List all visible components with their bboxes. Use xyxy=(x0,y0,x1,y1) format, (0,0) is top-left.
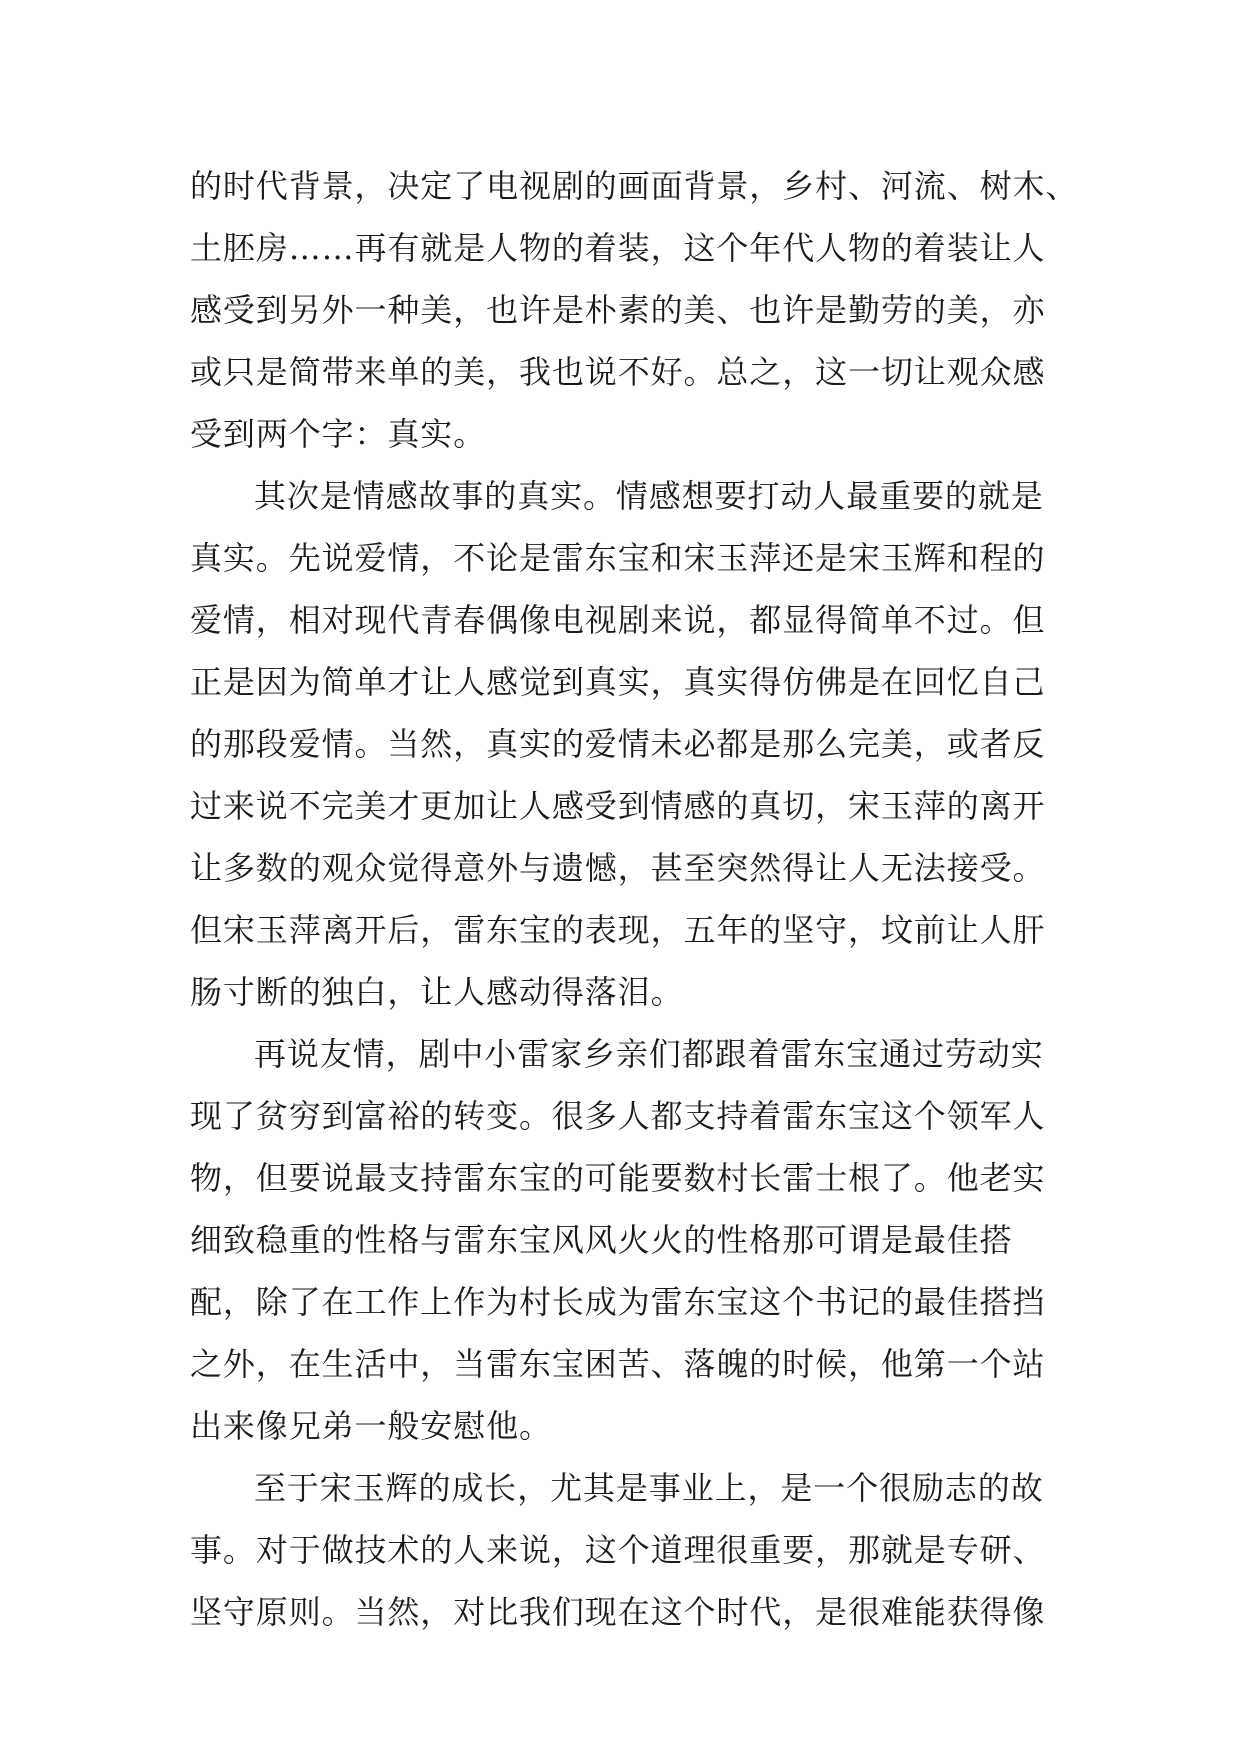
text-line: 物，但要说最支持雷东宝的可能要数村长雷士根了。他老实 xyxy=(190,1159,1046,1197)
text-line: 受到两个字：真实。 xyxy=(190,415,487,453)
text-line: 的那段爱情。当然，真实的爱情未必都是那么完美，或者反 xyxy=(190,725,1046,763)
text-line: 正是因为简单才让人感觉到真实，真实得仿佛是在回忆自己 xyxy=(190,663,1046,701)
text-line: 或只是简带来单的美，我也说不好。总之，这一切让观众感 xyxy=(190,353,1046,391)
paragraph-start-line: 其次是情感故事的真实。情感想要打动人最重要的就是 xyxy=(254,477,1044,515)
paragraph-start-line: 至于宋玉辉的成长，尤其是事业上，是一个很励志的故 xyxy=(254,1469,1044,1507)
text-line: 肠寸断的独白，让人感动得落泪。 xyxy=(190,973,684,1011)
text-line: 之外，在生活中，当雷东宝困苦、落魄的时候，他第一个站 xyxy=(190,1345,1046,1383)
text-line: 的时代背景，决定了电视剧的画面背景，乡村、河流、树木、 xyxy=(190,167,1079,205)
text-line: 配，除了在工作上作为村长成为雷东宝这个书记的最佳搭挡 xyxy=(190,1283,1046,1321)
text-line: 真实。先说爱情，不论是雷东宝和宋玉萍还是宋玉辉和程的 xyxy=(190,539,1046,577)
paragraph-start-line: 再说友情，剧中小雷家乡亲们都跟着雷东宝通过劳动实 xyxy=(254,1035,1044,1073)
text-line: 土胚房……再有就是人物的着装，这个年代人物的着装让人 xyxy=(190,229,1046,267)
text-line: 出来像兄弟一般安慰他。 xyxy=(190,1407,552,1445)
text-line: 爱情，相对现代青春偶像电视剧来说，都显得简单不过。但 xyxy=(190,601,1046,639)
text-line: 让多数的观众觉得意外与遗憾，甚至突然得让人无法接受。 xyxy=(190,849,1046,887)
body-text xyxy=(190,155,1079,1643)
text-line: 细致稳重的性格与雷东宝风风火火的性格那可谓是最佳搭 xyxy=(190,1221,1013,1259)
text-line: 感受到另外一种美，也许是朴素的美、也许是勤劳的美，亦 xyxy=(190,291,1046,329)
text-line: 坚守原则。当然，对比我们现在这个时代，是很难能获得像 xyxy=(190,1593,1046,1631)
text-line: 过来说不完美才更加让人感受到情感的真切，宋玉萍的离开 xyxy=(190,787,1046,825)
text-line: 但宋玉萍离开后，雷东宝的表现，五年的坚守，坟前让人肝 xyxy=(190,911,1046,949)
text-line: 事。对于做技术的人来说，这个道理很重要，那就是专研、 xyxy=(190,1531,1046,1569)
text-line: 现了贫穷到富裕的转变。很多人都支持着雷东宝这个领军人 xyxy=(190,1097,1046,1135)
